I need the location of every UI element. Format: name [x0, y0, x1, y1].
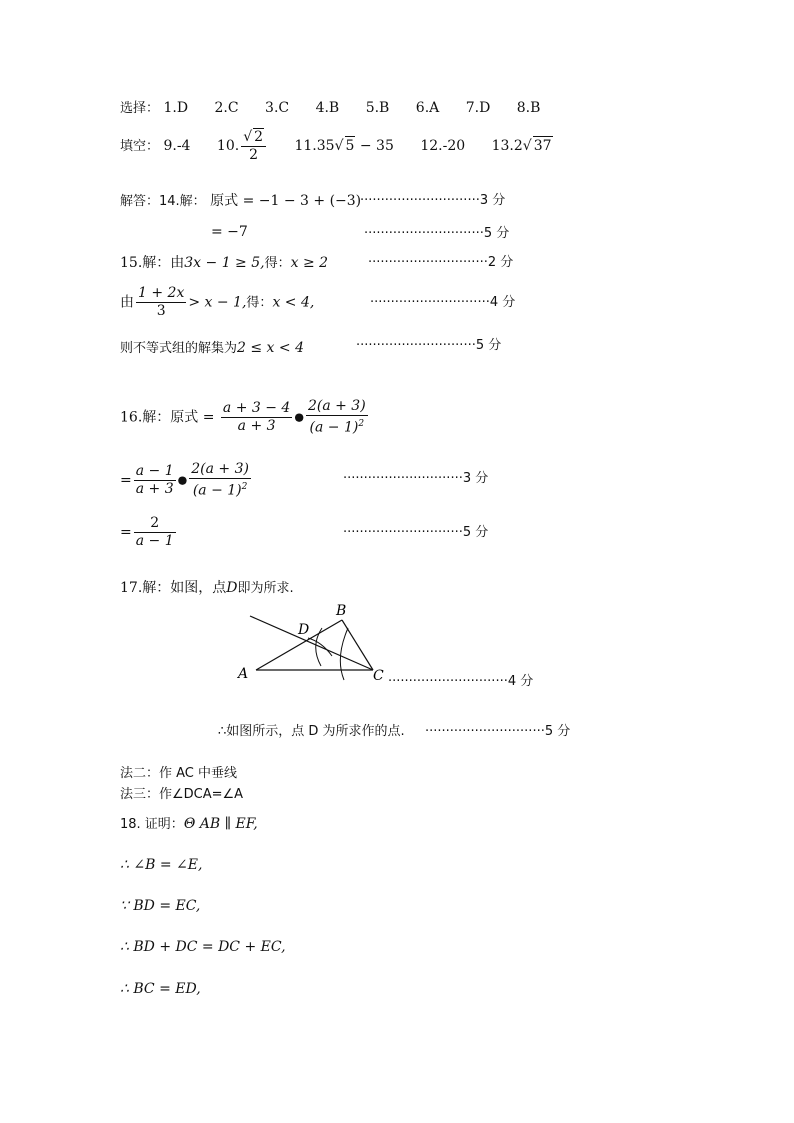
label-A: A	[238, 666, 249, 682]
q16-fraction-5: $\frac{2}{a - 1}$	[135, 515, 174, 549]
label-D: D	[298, 622, 310, 638]
fill-q10-fraction: $\frac{√ 2}{2}$	[241, 128, 266, 164]
q14-label: 解答：14.解：	[120, 194, 206, 209]
q16-line3: = $\frac{2}{a - 1}$	[120, 515, 174, 549]
q18-line5: ∴ BC = ED,	[120, 981, 201, 997]
construction-arc-3	[340, 628, 348, 680]
answer-8: 8.B	[516, 100, 541, 116]
answer-1: 1.D	[163, 100, 189, 116]
answer-7: 7.D	[465, 100, 491, 116]
q16-fraction-1: $\frac{a + 3 - 4}{a + 3}$	[222, 399, 291, 434]
q15-score2: ·····························4 分	[370, 295, 516, 310]
q17-method2: 法二：作 AC 中垂线	[120, 766, 238, 781]
answer-3: 3.C	[265, 100, 290, 116]
q16-prefix: 16.解：原式 =	[120, 409, 215, 426]
q15-math1: 3x − 1 ≥ 5,	[184, 255, 265, 271]
q15-fraction: $\frac{1 + 2x}{3}$	[138, 285, 185, 319]
answer-4: 4.B	[315, 100, 340, 116]
q15-score3: ·····························5 分	[356, 338, 502, 353]
q18-line4: ∴ BD + DC = DC + EC,	[120, 939, 286, 955]
triangle-construction-figure	[230, 598, 400, 690]
q16-line1: 16.解：原式 = $\frac{a + 3 - 4}{a + 3}$ ● $\frac{2(a + 3)}{(a - 1)^2}$	[120, 398, 366, 436]
q16-line2: = $\frac{a - 1}{a + 3}$ ● $\frac{2(a + 3)}{(a - 1)^2}$	[120, 461, 249, 499]
q18-line2: ∴ ∠B = ∠E,	[120, 857, 203, 873]
segment-CD-extended	[250, 616, 373, 670]
answer-2: 2.C	[214, 100, 239, 116]
q15-result2: x < 4,	[272, 294, 315, 311]
q14-line1	[120, 192, 361, 211]
fill-q11-rest: − 35	[359, 138, 394, 154]
q15-line2: 由 $\frac{1 + 2x}{3}$ > x − 1,得：x < 4,	[120, 285, 315, 319]
label-B: B	[336, 603, 347, 619]
segment-BC	[342, 620, 373, 670]
label-C: C	[373, 668, 384, 684]
fill-q13: 13.2	[491, 138, 523, 154]
q16-fraction-3: $\frac{a - 1}{a + 3}$	[135, 462, 174, 497]
q17-score1: ·····························4 分	[388, 674, 534, 689]
fill-label: 填空：	[120, 139, 160, 154]
q18-line3: ∵ BD = EC,	[120, 898, 201, 914]
q17-line1: 17.解：如图，点D即为所求.	[120, 580, 294, 596]
fill-q10-prefix: 10.	[216, 138, 240, 154]
fill-q9: 9.-4	[163, 138, 191, 154]
q16-score2: ·····························5 分	[343, 525, 489, 540]
q15-result1: x ≥ 2	[290, 255, 329, 271]
q17-conclusion: ∴如图所示，点 D 为所求作的点.	[218, 724, 405, 739]
answer-6: 6.A	[415, 100, 440, 116]
fill-answers: 填空： 9.-4 10. $\frac{√ 2}{2}$ 11.35√ 5 − 35 12.-20 13.2√ 37	[120, 129, 552, 163]
q14-score1: ·····························3 分	[360, 193, 506, 208]
q14-score2: ·····························5 分	[364, 226, 510, 241]
choice-label: 选择：	[120, 101, 160, 116]
q16-fraction-4: $\frac{2(a + 3)}{(a - 1)^2}$	[191, 461, 249, 499]
q15-prefix: 15.解：由	[120, 255, 185, 271]
q15-solution-set: 2 ≤ x < 4	[237, 340, 304, 356]
q18-line1: 18. 证明：Θ AB ∥ EF,	[120, 816, 258, 832]
fill-q11: 11.35	[294, 138, 335, 154]
q17-score2: ·····························5 分	[425, 724, 571, 739]
answer-5: 5.B	[365, 100, 390, 116]
q17-method3: 法三：作∠DCA=∠A	[120, 787, 244, 802]
q14-expr2: = −7	[211, 224, 248, 240]
fill-q12: 12.-20	[420, 138, 466, 154]
choice-answers	[120, 99, 540, 118]
q15-line3: 则不等式组的解集为2 ≤ x < 4	[120, 340, 304, 356]
q16-fraction-2: $\frac{2(a + 3)}{(a - 1)^2}$	[307, 398, 366, 436]
q16-score1: ·····························3 分	[343, 471, 489, 486]
q15-score1: ·····························2 分	[368, 255, 514, 270]
q14-expr1: 原式 = −1 − 3 + (−3)	[210, 193, 362, 209]
q15-line1: 15.解：由3x − 1 ≥ 5,得：x ≥ 2	[120, 255, 329, 271]
